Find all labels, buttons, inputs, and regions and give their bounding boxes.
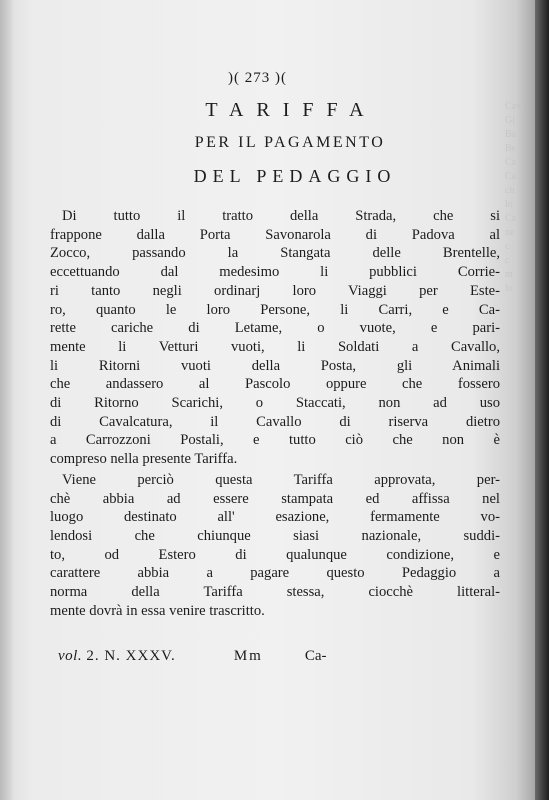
paragraph-2 (50, 471, 500, 621)
text-line: li Ritorni vuoti della Posta, gli Animali (50, 357, 500, 374)
page-edge-shadow (535, 0, 549, 800)
gutter-shadow (0, 0, 14, 800)
page-content (50, 70, 500, 620)
text-line: di Ritorno Scarichi, o Staccati, non ad uso (50, 395, 500, 412)
text-line: norma della Tariffa stessa, ciocchè litteral- (50, 584, 500, 601)
page-footer (58, 648, 358, 665)
text-line: ri tanto negli ordinarj loro Viaggi per Este- (50, 282, 500, 299)
catchword: Ca- (304, 648, 327, 664)
text-line: a Carrozzoni Postali, e tutto ciò che non è (50, 432, 500, 449)
text-line: frappone dalla Porta Savonarola di Padova al (50, 226, 500, 243)
text-line: ro, quanto le loro Persone, li Carri, e Ca- (50, 301, 500, 318)
text-line: lendosi che chiunque siasi nazionale, suddi- (50, 527, 500, 544)
text-line: to, od Estero di qualunque condizione, e (50, 546, 500, 563)
text-line: eccettuando dal medesimo li pubblici Corrie- (50, 264, 500, 281)
text-line: compreso nella presente Tariffa. (50, 451, 238, 468)
text-line: Viene perciò questa Tariffa approvata, per- (62, 471, 500, 488)
text-line: di Cavalcatura, il Cavallo di riserva dietro (50, 413, 500, 430)
text-line: che andassero al Pascolo oppure che fossero (50, 376, 500, 393)
text-line: carattere abbia a pagare questo Pedaggio a (50, 565, 500, 582)
signature-vol: vol. (58, 648, 83, 664)
signature-number: 2. N. XXXV. (86, 648, 176, 664)
text-line: mente li Vetturi vuoti, li Soldati a Cavallo, (50, 338, 500, 355)
text-line: mente dovrà in essa venire trascritto. (50, 602, 265, 619)
show-through-text: Cav Gi Ba Be Ca Ca ch lo Ca ne c c m lo (505, 101, 522, 294)
page-title: TARIFFA (205, 99, 377, 121)
paragraph-1 (50, 207, 500, 469)
text-line: Di tutto il tratto della Strada, che si (62, 208, 500, 224)
subtitle-line-1: PER IL PAGAMENTO (194, 134, 386, 151)
text-line: luogo destinato all' esazione, fermamente vo- (50, 509, 500, 526)
text-line: rette cariche di Letame, o vuote, e pari- (50, 320, 500, 337)
text-line: chè abbia ad essere stampata ed affissa nel (50, 490, 500, 507)
signature-mark (58, 648, 176, 665)
page-number: )( 273 )( (228, 70, 287, 86)
text-line: Zocco, passando la Stangata delle Brentelle, (50, 245, 500, 262)
gathering-mark: Mm (233, 648, 263, 664)
subtitle-line-2: DEL PEDAGGIO (193, 166, 397, 186)
